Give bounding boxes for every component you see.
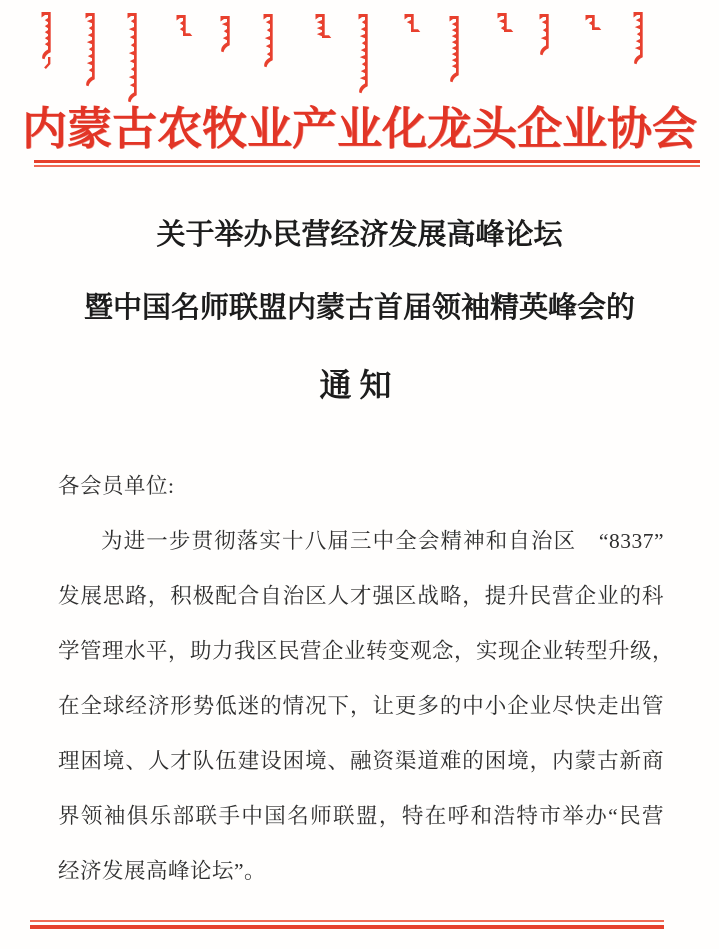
body-paragraph-line: 理困境、人才队伍建设困境、融资渠道难的困境，内蒙古新商 xyxy=(58,749,664,773)
notice-title-line-1: 关于举办民营经济发展高峰论坛 xyxy=(156,219,563,251)
body-paragraph-line: 在全球经济形势低迷的情况下，让更多的中小企业尽快走出管 xyxy=(58,694,664,718)
association-name: 内蒙古农牧业产业化龙头企业协会 xyxy=(21,104,697,154)
body-paragraph-line: 为进一步贯彻落实十八届三中全会精神和自治区 “8337” xyxy=(101,529,664,553)
notice-title-line-2: 暨中国名师联盟内蒙古首届领袖精英峰会的 xyxy=(83,292,635,324)
body-paragraph-line: 经济发展高峰论坛”。 xyxy=(58,859,267,883)
body-paragraph-line: 学管理水平，助力我区民营企业转变观念，实现企业转型升级， xyxy=(58,639,675,663)
footer-rule xyxy=(30,920,664,929)
notice-body xyxy=(58,459,675,899)
body-paragraph-line: 发展思路，积极配合自治区人才强区战略，提升民营企业的科 xyxy=(58,584,664,608)
body-paragraph-line: 界领袖俱乐部联手中国名师联盟，特在呼和浩特市举办“民营 xyxy=(58,804,664,828)
salutation: 各会员单位: xyxy=(58,474,175,498)
notice-title-line-3: 通知 xyxy=(319,367,400,403)
letterhead-rule xyxy=(34,160,700,167)
